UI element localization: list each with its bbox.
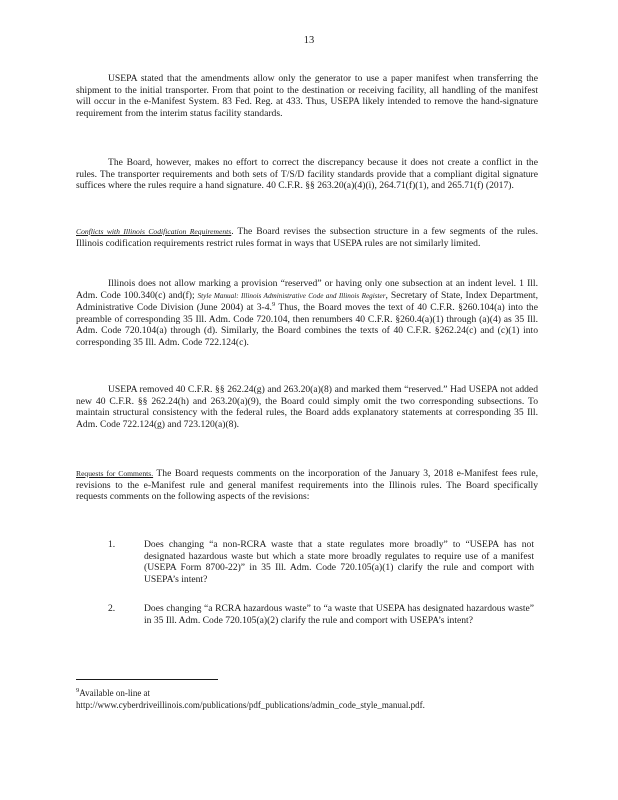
paragraph-1: USEPA stated that the amendments allow only the generator to use a paper manifest when transferring the shipment to the initial transporter. From that point to the destination or receiving facility, all handling of the manifest will occur in the e-Manifest System. 83 Fed. Reg. at 433. Thus, USEPA likely intended to remove the hand-signature requirement from the interim status facility standards. bbox=[76, 73, 538, 119]
paragraph-4 bbox=[76, 278, 538, 349]
section-heading-requests: Requests for Comments. bbox=[76, 469, 154, 478]
footnote bbox=[76, 687, 476, 711]
footnote-mark: 9 bbox=[76, 687, 80, 694]
list-item-number: 2. bbox=[108, 603, 116, 614]
paragraph-3-text: . The Board revises the subsection structure in a few segments of the rules. Illinois codification requirements restrict rules format in ways that USEPA rules are not similarly limited. bbox=[76, 226, 538, 249]
paragraph-4-text-a: Illinois does not allow marking a provision “reserved” or having only one subsection at an indent level. 1 Ill. Adm. Code 100.340(c) and(f); bbox=[76, 278, 538, 301]
section-heading-conflicts: Conflicts with Illinois Codification Requirements bbox=[76, 227, 232, 236]
paragraph-4-text-b: , Secretary of State, Index Department, Administrative Code Division (June 2004) at 3-4. bbox=[76, 289, 538, 314]
page-number: 13 bbox=[303, 35, 315, 46]
style-manual-title: Style Manual: Illinois Administrative Code and Illinois Register bbox=[197, 291, 386, 300]
paragraph-5: USEPA removed 40 C.F.R. §§ 262.24(g) and 263.20(a)(8) and marked them “reserved.” Had USEPA not added new 40 C.F.R. §§ 262.24(h) and 263.20(a)(9), the Board could simply omit the two corresponding subsections. To maintain structural consistency with the federal rules, the Board adds explanatory statements at corresponding 35 Ill. Adm. Code 722.124(g) and 723.120(a)(8). bbox=[76, 384, 538, 430]
paragraph-6 bbox=[76, 468, 538, 503]
paragraph-6-text: The Board requests comments on the incorporation of the January 3, 2018 e-Manifest fees rule, revisions to the e-Manifest rule and general manifest requirements into the Illinois rules. The Board specifically requests comments on the following aspects of the revisions: bbox=[76, 468, 538, 503]
list-item-text: Does changing “a RCRA hazardous waste” to “a waste that USEPA has designated hazardous waste” in 35 Ill. Adm. Code 720.105(a)(2) clarify the rule and comport with USEPA’s intent? bbox=[144, 603, 534, 626]
paragraph-4-text-c: Thus, the Board moves the text of 40 C.F.R. §260.104(a) into the preamble of corresponding 35 Ill. Adm. Code 720.104, then renumbers 40 C.F.R. §260.4(a)(1) through (a)(4) as 35 Ill. Adm. Code 720.104(a) through (d). Similarly, the Board combines the texts of 40 C.F.R. §262.24(c) and (c)(1) into corresponding 35 Ill. Adm. Code 722.124(c). bbox=[76, 302, 538, 348]
paragraph-2: The Board, however, makes no effort to correct the discrepancy because it does not create a conflict in the rules. The transporter requirements and both sets of T/S/D facility standards provide that a compliant digital signature suffices where the rules require a hand signature. 40 C.F.R. §§ 263.20(a)(4)(i), 264.71(f)(1), and 265.71(f) (2017). bbox=[76, 157, 538, 192]
list-item-number: 1. bbox=[108, 539, 116, 550]
footnote-reference: 9 bbox=[271, 301, 276, 308]
paragraph-3 bbox=[76, 226, 538, 249]
footnote-divider bbox=[76, 679, 218, 680]
footnote-text: Available on-line at http://www.cyberdriveillinois.com/publications/pdf_publications/admin_code_style_manual.pdf. bbox=[76, 688, 425, 710]
list-item-text: Does changing “a non-RCRA waste that a state regulates more broadly” to “USEPA has not designated hazardous waste but which a state more broadly regulates to require use of a manifest (USEPA Form 8700-22)” in 35 Ill. Adm. Code 720.105(a)(1) clarify the rule and comport with USEPA’s intent? bbox=[144, 539, 534, 585]
